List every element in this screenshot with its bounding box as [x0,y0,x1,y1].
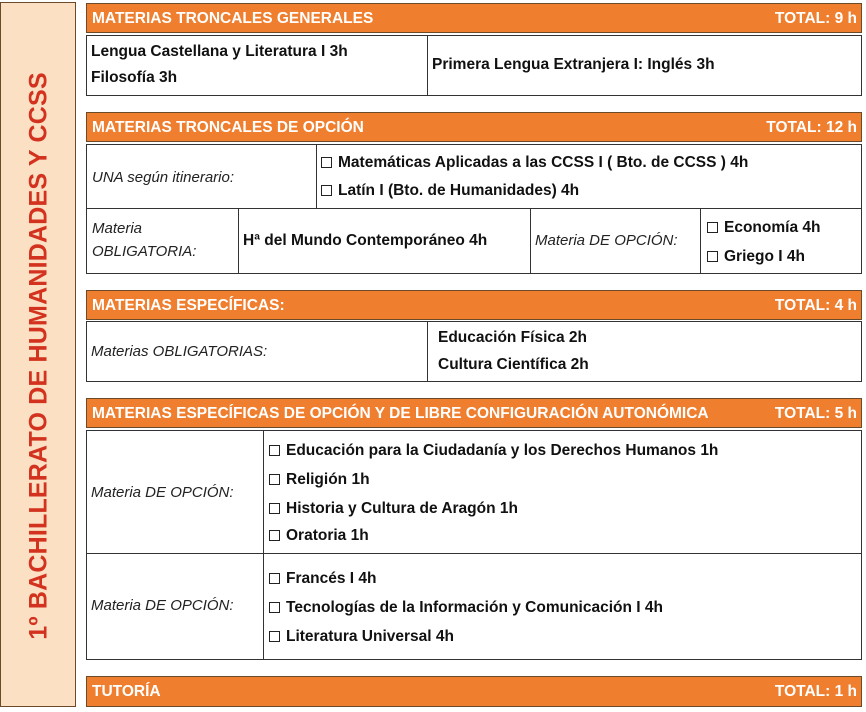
section-total: TOTAL: 1 h [774,683,857,700]
checkbox-icon [321,185,332,196]
section-body-troncales-opcion [86,144,862,274]
option-religion[interactable]: Religión 1h [269,471,370,489]
option-griego[interactable]: Griego I 4h [707,248,805,266]
checkbox-icon [269,602,280,613]
checkbox-icon [321,157,332,168]
subject-filosofia: Filosofía 3h [91,69,178,86]
side-title-panel [0,2,76,707]
checkbox-icon [269,631,280,642]
section-title: MATERIAS TRONCALES DE OPCIÓN [92,119,364,136]
section-title: MATERIAS ESPECÍFICAS DE OPCIÓN Y DE LIBRE CONFIGURACIÓN AUTONÓMICA [92,405,709,422]
section-header-especificas [86,290,862,320]
section-body-especificas-opcion [86,430,862,660]
option-frances[interactable]: Francés I 4h [269,570,376,588]
checkbox-icon [269,573,280,584]
subject-ingles: Primera Lengua Extranjera I: Inglés 3h [432,56,715,73]
option-matematicas[interactable]: Matemáticas Aplicadas a las CCSS I ( Bto. de CCSS ) 4h [321,154,748,172]
option-ciudadania[interactable]: Educación para la Ciudadanía y los Derechos Humanos 1h [269,442,718,460]
section-title: MATERIAS ESPECÍFICAS: [92,297,285,314]
group1-label: Materia DE OPCIÓN: [91,484,234,501]
option-latin[interactable]: Latín I (Bto. de Humanidades) 4h [321,182,579,200]
option-historia-aragon[interactable]: Historia y Cultura de Aragón 1h [269,500,518,518]
side-title: 1º BACHILLERATO DE HUMANIDADES Y CCSS [24,72,53,640]
row-label-obligatoria: OBLIGATORIA: [92,243,197,260]
checkbox-icon [269,530,280,541]
subject-educacion-fisica: Educación Física 2h [438,329,588,346]
section-total: TOTAL: 4 h [774,297,857,314]
option-economia[interactable]: Economía 4h [707,219,820,237]
section-total: TOTAL: 5 h [774,405,857,422]
checkbox-icon [707,251,718,262]
subject-cultura-cientifica: Cultura Científica 2h [438,356,589,373]
section-title: MATERIAS TRONCALES GENERALES [92,10,374,27]
section-header-troncales-generales [86,3,862,33]
section-header-troncales-opcion [86,112,862,142]
checkbox-icon [269,503,280,514]
group2-label: Materia DE OPCIÓN: [91,597,234,614]
option-tic[interactable]: Tecnologías de la Información y Comunicación I 4h [269,599,663,617]
option-oratoria[interactable]: Oratoria 1h [269,527,369,545]
section-title: TUTORÍA [92,683,161,700]
subject-historia-mundo: Hª del Mundo Contemporáneo 4h [243,232,488,249]
checkbox-icon [269,445,280,456]
option-literatura-universal[interactable]: Literatura Universal 4h [269,628,454,646]
section-header-especificas-opcion [86,398,862,428]
row-label-itinerario: UNA según itinerario: [92,169,235,186]
row-label-materia: Materia [92,220,143,237]
section-header-tutoria [86,676,862,707]
row-label-materia-opcion: Materia DE OPCIÓN: [535,232,678,249]
section-body-troncales-generales [86,35,862,96]
checkbox-icon [707,222,718,233]
checkbox-icon [269,474,280,485]
section-total: TOTAL: 9 h [774,10,857,27]
section-body-especificas [86,321,862,382]
row-label-obligatorias: Materias OBLIGATORIAS: [91,343,268,360]
subject-lengua: Lengua Castellana y Literatura I 3h [91,43,348,60]
section-total: TOTAL: 12 h [766,119,857,136]
